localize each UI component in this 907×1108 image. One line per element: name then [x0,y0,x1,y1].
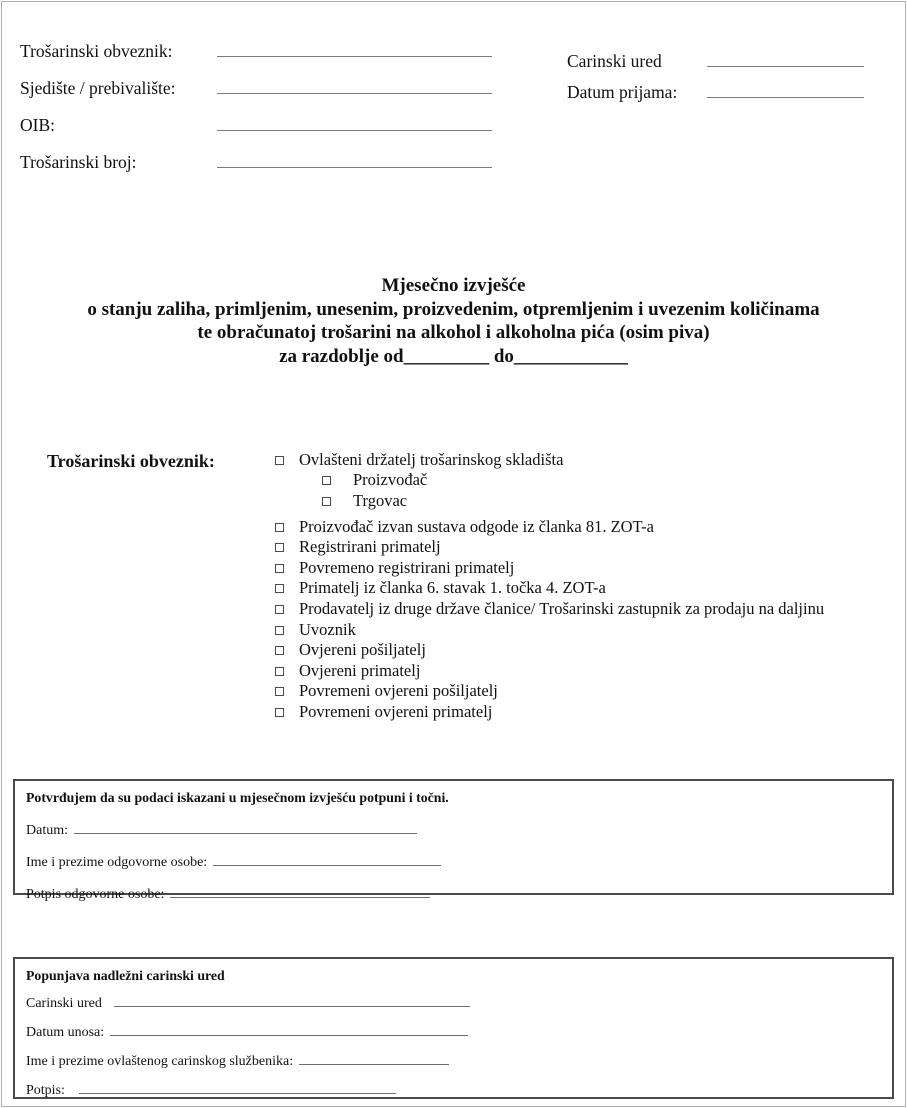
checkbox[interactable] [275,646,284,655]
responsible-name-blank-line[interactable] [213,861,441,866]
responsible-signature-blank-line[interactable] [170,893,430,898]
field-row-excise-number [20,151,492,173]
option-label: Povremeni ovjereni pošiljatelj [299,681,498,701]
confirmation-box [13,779,894,902]
option-distance-seller [275,600,824,619]
option-importer [275,620,824,639]
confirmation-statement: Potvrđujem da su podaci iskazani u mjesečnom izvješću potpuni i točni. [26,790,449,805]
option-authorized-warehouse-keeper [275,450,824,469]
option-label: Registrirani primatelj [299,537,441,557]
receipt-date-blank-line[interactable] [707,93,864,98]
field-row-entry-date [26,1024,892,1041]
option-producer [275,471,824,490]
form-title-line1: Mjesečno izvješće [381,275,526,296]
field-row-responsible-signature [26,886,892,903]
option-label: Primatelj iz članka 6. stavak 1. točka 4. ZOT-a [299,578,606,598]
option-occasional-registered-consignee [275,558,824,577]
checkbox[interactable] [275,687,284,696]
field-row-date [26,822,892,839]
officer-name-blank-line[interactable] [299,1060,449,1065]
residence-blank-line[interactable] [217,89,492,94]
responsible-signature-label: Potpis odgovorne osobe: [26,887,165,902]
form-title-line2: o stanju zaliha, primljenim, unesenim, proizvedenim, otpremljenim i uvezenim količinama [87,298,820,320]
checkbox[interactable] [275,626,284,635]
responsible-name-label: Ime i prezime odgovorne osobe: [26,855,208,870]
taxpayer-label: Trošarinski obveznik: [20,41,173,61]
oib-blank-line[interactable] [217,126,492,131]
option-producer-outside-suspension [275,517,824,536]
taxpayer-blank-line[interactable] [217,52,492,57]
customs-office-name-label: Carinski ured [26,996,102,1011]
header-right-fields [567,50,864,112]
officer-name-label: Ime i prezime ovlaštenog carinskog službenika: [26,1054,294,1069]
field-row-customs-office-name [26,995,892,1012]
form-title-period-line: za razdoblje od_________ do____________ [279,345,628,367]
checkbox[interactable] [275,667,284,676]
option-consignee-article-6 [275,579,824,598]
date-label: Datum: [26,823,68,838]
taxpayer-type-label: Trošarinski obveznik: [47,451,215,471]
checkbox[interactable] [322,497,331,506]
entry-date-blank-line[interactable] [110,1031,468,1036]
option-occasional-certified-consignor [275,682,824,701]
receipt-date-label: Datum prijama: [567,82,678,102]
checkbox[interactable] [275,564,284,573]
option-label: Trgovac [353,490,408,510]
header-left-fields [20,40,492,188]
excise-number-blank-line[interactable] [217,163,492,168]
field-row-officer-signature [26,1082,892,1099]
option-label: Povremeno registrirani primatelj [299,557,515,577]
field-row-officer-name [26,1053,892,1070]
option-label: Uvoznik [299,619,356,639]
option-label: Ovjereni primatelj [299,660,421,680]
checkbox[interactable] [322,476,331,485]
option-certified-consignee [275,661,824,680]
option-label: Prodavatelj iz druge države članice/ Trošarinski zastupnik za prodaju na daljinu [299,599,825,619]
form-page [1,1,906,1107]
form-title [2,274,905,368]
officer-signature-label: Potpis: [26,1083,65,1098]
checkbox[interactable] [275,605,284,614]
option-label: Proizvođač izvan sustava odgode iz članka 81. ZOT-a [299,516,654,536]
date-blank-line[interactable] [74,829,417,834]
residence-label: Sjedište / prebivalište: [20,78,176,98]
checkbox[interactable] [275,584,284,593]
field-row-taxpayer [20,40,492,62]
customs-office-box [13,957,894,1099]
customs-office-label: Carinski ured [567,51,662,71]
checkbox[interactable] [275,523,284,532]
field-row-customs-office [567,50,864,72]
customs-office-name-blank-line[interactable] [114,1002,470,1007]
checkbox[interactable] [275,543,284,552]
field-row-responsible-name [26,854,892,871]
option-label: Ovjereni pošiljatelj [299,640,426,660]
officer-signature-blank-line[interactable] [79,1089,396,1094]
oib-label: OIB: [20,115,55,135]
option-label: Povremeni ovjereni primatelj [299,702,493,722]
option-trader [275,491,824,510]
field-row-residence [20,77,492,99]
option-occasional-certified-consignee [275,703,824,722]
option-registered-consignee [275,538,824,557]
customs-office-blank-line[interactable] [707,62,864,67]
checkbox[interactable] [275,708,284,717]
customs-box-title: Popunjava nadležni carinski ured [26,968,225,983]
form-title-line3: te obračunatoj trošarini na alkohol i alkoholna pića (osim piva) [197,322,710,343]
option-label: Proizvođač [353,470,428,490]
field-row-oib [20,114,492,136]
option-certified-consignor [275,641,824,660]
taxpayer-type-checklist [275,450,824,723]
excise-number-label: Trošarinski broj: [20,152,137,172]
option-label: Ovlašteni držatelj trošarinskog skladišta [299,449,564,469]
checkbox[interactable] [275,456,284,465]
entry-date-label: Datum unosa: [26,1025,105,1040]
field-row-receipt-date [567,81,864,103]
